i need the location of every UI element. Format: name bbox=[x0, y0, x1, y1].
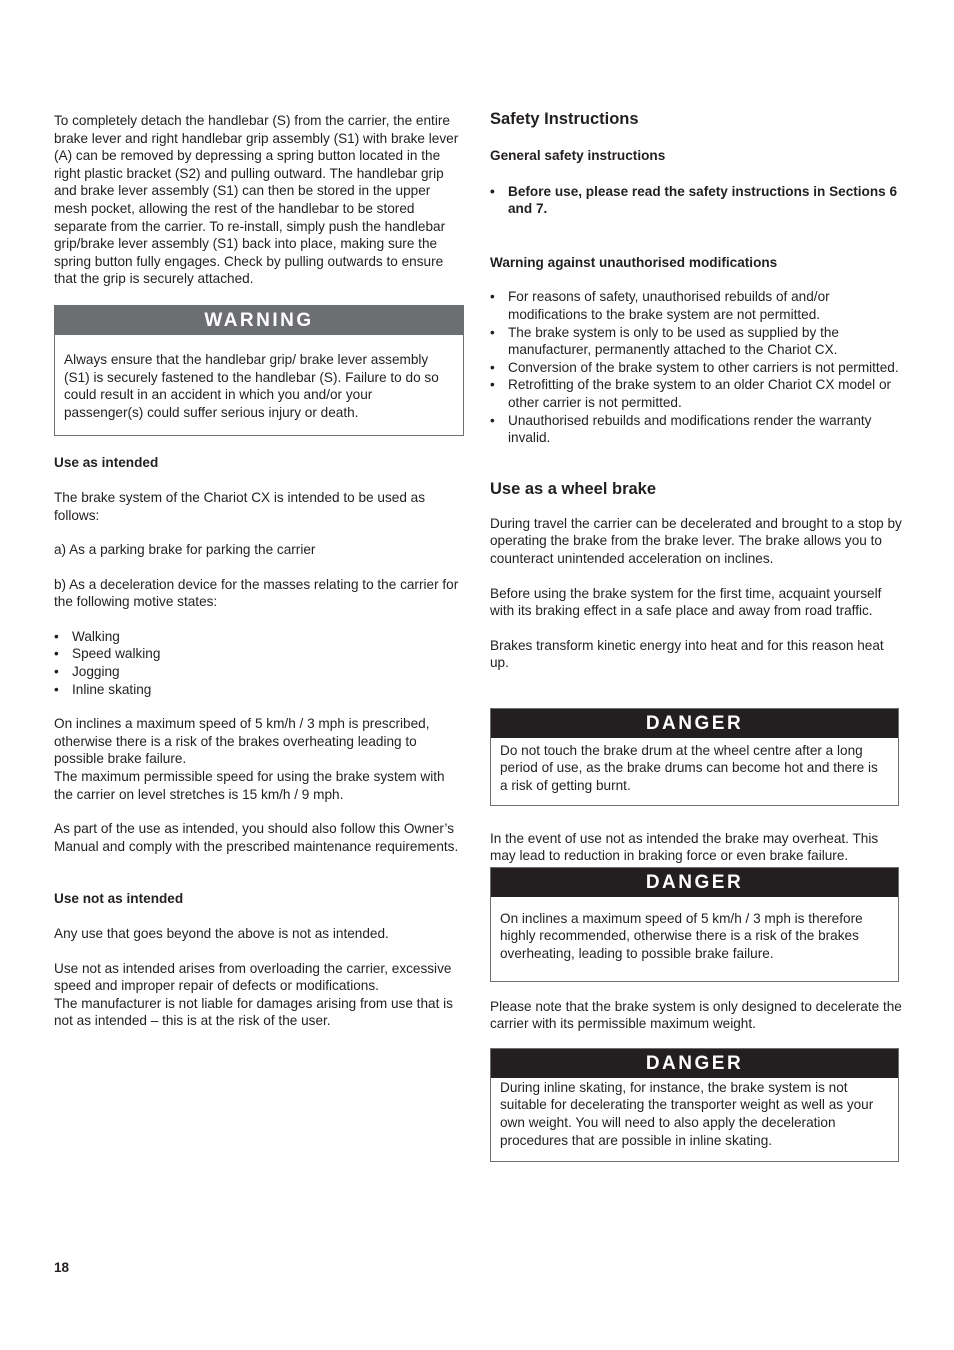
left-column bbox=[54, 112, 466, 1030]
warning-text: Always ensure that the handlebar grip/ brake lever assembly (S1) is securely fastened to the handlebar (S). Failure to do so could result in an accident in which you and/or your passenger(s) could suffer serious injury or death. bbox=[64, 351, 439, 420]
list-item: • Speed walking bbox=[54, 645, 466, 663]
list-item: • Conversion of the brake system to other carriers is not permitted. bbox=[490, 359, 902, 377]
danger-box bbox=[490, 708, 899, 806]
use-as-intended-heading: Use as intended bbox=[54, 455, 159, 471]
paragraph: On inclines a maximum speed of 5 km/h / 3 mph is prescribed, otherwise there is a risk of the brakes overheating leading to possible brake failure. bbox=[54, 716, 430, 767]
right-column bbox=[490, 109, 902, 1162]
paragraph: Use not as intended arises from overloading the carrier, excessive speed and improper repair of defects or modifications. bbox=[54, 960, 452, 994]
paragraph: b) As a deceleration device for the masses relating to the carrier for the following motive states: bbox=[54, 576, 459, 610]
list-item: • Jogging bbox=[54, 663, 466, 681]
danger-text: Do not touch the brake drum at the wheel centre after a long period of use, as the brake drums can become hot and there is a risk of getting burnt. bbox=[500, 742, 878, 794]
list-item: • Unauthorised rebuilds and modifications render the warranty invalid. bbox=[490, 412, 902, 447]
danger-title: DANGER bbox=[491, 868, 898, 897]
unauthorised-modifications-heading: Warning against unauthorised modifications bbox=[490, 254, 778, 270]
intro-paragraph: To completely detach the handlebar (S) from the carrier, the entire brake lever and right handlebar grip assembly (S1) with brake lever (A) can be removed by depressing a spring button located in the right plastic bracket (S2) and pulling outward. The handlebar grip and brake lever assembly (S1) can then be stored in the upper mesh pocket, allowing the rest of the handlebar to be stored separate from the carrier. To re-install, simply push the handlebar grip/brake lever assembly (S1) back into place, making sure the spring button fully engages. Check by pulling outwards to ensure that the grip is securely attached. bbox=[54, 113, 459, 287]
unauthorised-modifications-list bbox=[490, 288, 902, 446]
paragraph: The maximum permissible speed for using the brake system with the carrier on level stretches is 15 km/h / 9 mph. bbox=[54, 769, 445, 802]
use-not-as-intended-heading: Use not as intended bbox=[54, 891, 184, 907]
paragraph: Please note that the brake system is only designed to decelerate the carrier with its permissible maximum weight. bbox=[490, 998, 902, 1032]
danger-box bbox=[490, 867, 899, 982]
wheel-brake-heading: Use as a wheel brake bbox=[490, 479, 657, 498]
paragraph: Brakes transform kinetic energy into heat and for this reason heat up. bbox=[490, 637, 884, 671]
paragraph: In the event of use not as intended the brake may overheat. This may lead to reduction in braking force or even brake failure. bbox=[490, 830, 879, 864]
safety-instructions-heading: Safety Instructions bbox=[490, 110, 639, 128]
list-item: • The brake system is only to be used as supplied by the manufacturer, permanently attached to the Chariot CX. bbox=[490, 324, 902, 359]
general-safety-list bbox=[490, 183, 902, 218]
list-item: • For reasons of safety, unauthorised rebuilds of and/or modifications to the brake system are not permitted. bbox=[490, 288, 902, 323]
danger-title: DANGER bbox=[491, 709, 898, 738]
list-item: • Inline skating bbox=[54, 681, 466, 699]
danger-text: During inline skating, for instance, the brake system is not suitable for decelerating the transporter weight as well as your own weight. You will need to also apply the deceleration procedures that are possible in inline skating. bbox=[500, 1079, 874, 1148]
warning-box bbox=[54, 305, 464, 436]
warning-title: WARNING bbox=[55, 306, 463, 335]
paragraph: The manufacturer is not liable for damages arising from use that is not as intended – this is at the risk of the user. bbox=[54, 995, 453, 1029]
general-safety-heading: General safety instructions bbox=[490, 148, 666, 163]
page-number: 18 bbox=[54, 1260, 70, 1275]
paragraph: As part of the use as intended, you should also follow this Owner’s Manual and comply with the prescribed maintenance requirements. bbox=[54, 821, 459, 854]
danger-text: On inclines a maximum speed of 5 km/h / 3 mph is therefore highly recommended, otherwise there is a risk of the brakes overheating, leading to possible brake failure. bbox=[500, 910, 863, 962]
list-item: • Retrofitting of the brake system to an older Chariot CX model or other carrier is not permitted. bbox=[490, 376, 902, 411]
paragraph: The brake system of the Chariot CX is intended to be used as follows: bbox=[54, 489, 426, 523]
paragraph: During travel the carrier can be decelerated and brought to a stop by operating the brake from the brake lever. The brake allows you to counteract unintended acceleration on inclines. bbox=[490, 515, 902, 566]
danger-title: DANGER bbox=[491, 1049, 898, 1078]
list-item: • Before use, please read the safety instructions in Sections 6 and 7. bbox=[490, 183, 902, 218]
danger-box bbox=[490, 1048, 899, 1162]
paragraph: Before using the brake system for the first time, acquaint yourself with its braking effect in a safe place and away from road traffic. bbox=[490, 585, 882, 619]
paragraph: Any use that goes beyond the above is not as intended. bbox=[54, 926, 389, 941]
list-item: • Walking bbox=[54, 628, 466, 646]
paragraph: a) As a parking brake for parking the carrier bbox=[54, 542, 316, 558]
motive-states-list bbox=[54, 628, 466, 698]
